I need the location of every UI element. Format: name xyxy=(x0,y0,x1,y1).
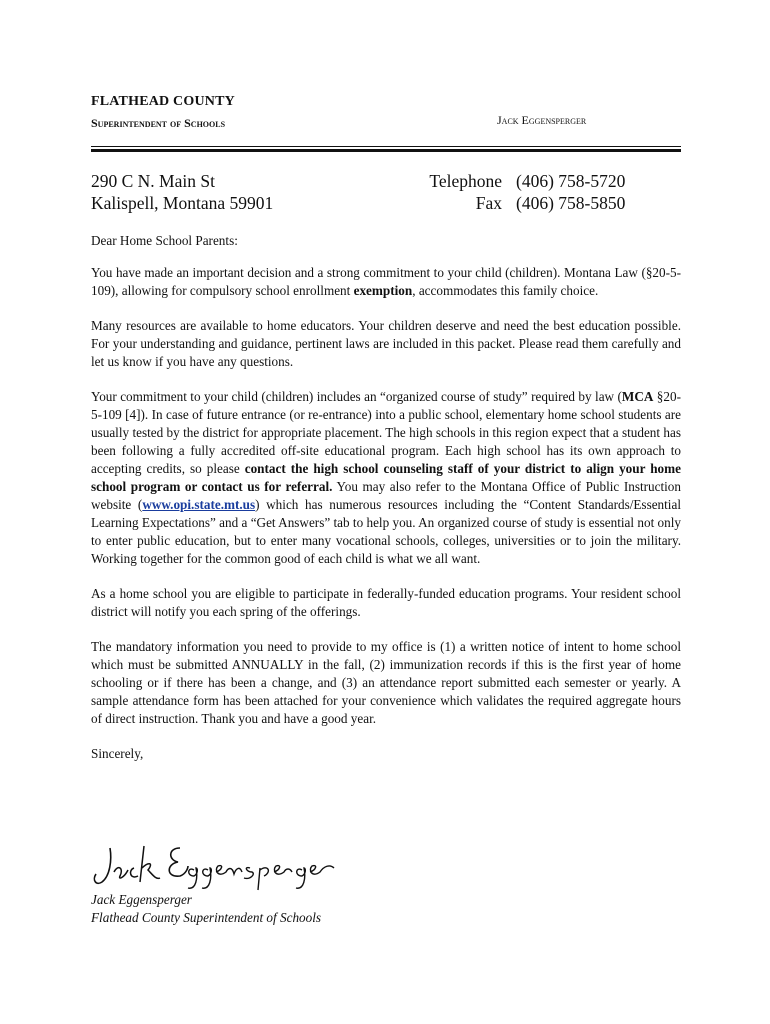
p3-text-c: §20-5-109 [4]). In case of future entrance (or re-entrance) into a public school, elementary home school students are usually tested by the district for appropriate placement. The high schools in this region expect that a student has been following a fully accredited off-site educational program. Each high school has its own approach to accepting credits, so please xyxy=(91,389,681,476)
paragraph-2: Many resources are available to home educators. Your children deserve and need the best education possible. For your understanding and guidance, pertinent laws are included in this packet. Please read them carefully and let us know if you have any questions. xyxy=(91,318,681,369)
fax-number: (406) 758-5850 xyxy=(516,193,626,213)
address-line-2: Kalispell, Montana 59901 xyxy=(91,193,274,213)
p3-bold-mca: MCA xyxy=(621,389,654,404)
opi-website-link[interactable]: www.opi.state.mt.us xyxy=(142,497,256,512)
paragraph-1 xyxy=(91,264,681,300)
address-line-1: 290 C N. Main St xyxy=(91,171,215,191)
paragraph-5: The mandatory information you need to provide to my office is (1) a written notice of intent to home school which must be submitted ANNUALLY in the fall, (2) immunization records if this is the first year of home schooling or if there has been a change, and (3) an attendance report submitted each semester or yearly. A sample attendance form has been attached for your convenience which validates the required aggregate hours of direct instruction. Thank you and have a good year. xyxy=(91,639,681,726)
closing: Sincerely, xyxy=(91,746,144,761)
p3-text-a: Your commitment to your child (children) includes an “organized course of study” required by law ( xyxy=(91,389,622,404)
org-title: Superintendent of Schools xyxy=(91,116,226,130)
superintendent-name: Jack Eggensperger xyxy=(497,113,587,127)
header-rule-thick xyxy=(91,149,681,152)
phone-label: Telephone xyxy=(429,171,502,191)
p1-text-a: You have made an important decision and a strong commitment to your child (children). Montana Law (§20-5-109), allowing for compulsory school enrollment xyxy=(91,265,681,298)
paragraph-3 xyxy=(91,388,681,568)
greeting: Dear Home School Parents: xyxy=(91,233,238,248)
address-block xyxy=(91,170,273,214)
p3-text-e: You may also refer to the Montana Office of Public Instruction website ( xyxy=(91,479,681,512)
header-rule-thin xyxy=(91,146,681,147)
p1-bold-exemption: exemption xyxy=(353,283,413,298)
p1-text-c: , accommodates this family choice. xyxy=(412,283,599,298)
contact-block xyxy=(410,170,646,214)
p3-bold-contact: contact the high school counseling staff of your district to align your home school program or contact us for referral. xyxy=(91,461,681,494)
p3-text-g: ) which has numerous resources including the “Content Standards/Essential Learning Expectations” and a “Get Answers” tab to help you. An organized course of study is essential not only to enter public education, but to enter many vocational schools, colleges, universities or to join the military. Working together for the common good of each child is what we all want. xyxy=(91,497,681,566)
letter-body xyxy=(91,232,681,780)
org-name: FLATHEAD COUNTY xyxy=(91,94,235,109)
signer-title: Flathead County Superintendent of Schools xyxy=(91,910,322,925)
handwritten-signature xyxy=(88,838,348,894)
paragraph-4: As a home school you are eligible to participate in federally-funded education programs. Your resident school district will notify you each spring of the offerings. xyxy=(91,586,681,619)
signer-name: Jack Eggensperger xyxy=(91,892,192,907)
signer-block xyxy=(91,891,321,927)
phone-number: (406) 758-5720 xyxy=(516,171,626,191)
fax-label: Fax xyxy=(475,193,502,213)
letterhead-org xyxy=(91,94,235,131)
